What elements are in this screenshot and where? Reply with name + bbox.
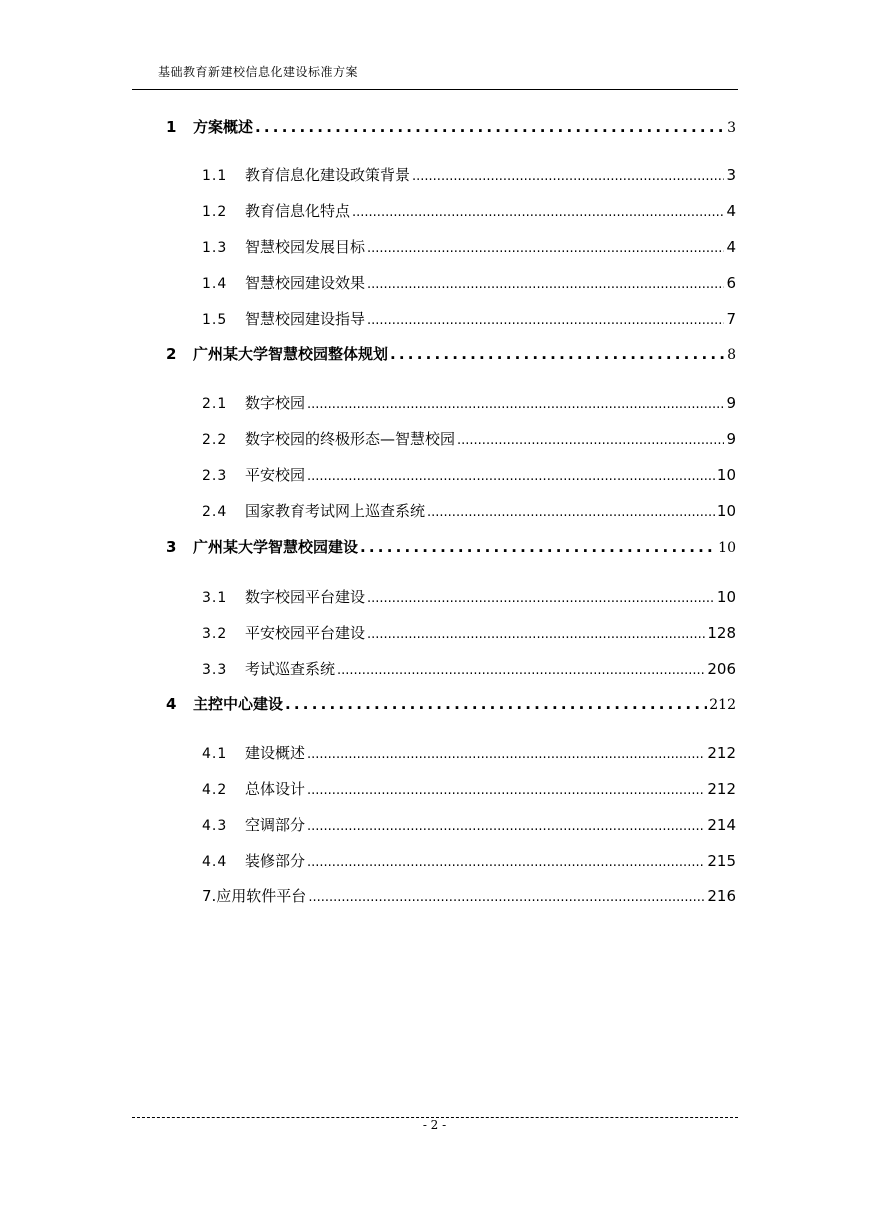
toc-entry-title: 教育信息化建设政策背景 <box>245 166 411 184</box>
toc-section-entry[interactable] <box>202 622 736 643</box>
toc-entry-page: 10 <box>716 502 736 520</box>
toc-entry-page: 9 <box>726 430 736 448</box>
toc-entry-title: 7.应用软件平台 <box>202 887 307 905</box>
dot-leader <box>412 166 724 184</box>
dot-leader <box>367 274 724 292</box>
toc-entry-number: 1.5 <box>202 312 228 328</box>
dot-leader <box>352 202 724 220</box>
toc-section-entry[interactable] <box>202 236 736 257</box>
page-number: - 2 - <box>422 1118 447 1132</box>
toc-entry-title: 智慧校园建设指导 <box>245 310 366 328</box>
running-header: 基础教育新建校信息化建设标准方案 <box>158 65 359 79</box>
dot-leader <box>285 695 707 713</box>
toc-section-entry[interactable] <box>202 392 736 413</box>
toc-entry-page: 214 <box>707 816 736 834</box>
toc-entry-number: 4.2 <box>202 782 228 798</box>
dot-leader <box>337 660 705 678</box>
dot-leader <box>427 502 715 520</box>
toc-entry-title: 总体设计 <box>245 780 306 798</box>
dot-leader <box>367 238 724 256</box>
dot-leader <box>390 345 725 363</box>
toc-entry-page: 4 <box>726 238 736 256</box>
toc-entry-title: 平安校园 <box>245 466 306 484</box>
toc-entry-number: 1.3 <box>202 240 228 256</box>
toc-entry-page: 212 <box>707 780 736 798</box>
toc-entry-number: 3.3 <box>202 662 228 678</box>
toc-chapter-entry[interactable] <box>166 693 736 714</box>
toc-entry-page: 10 <box>718 540 736 556</box>
toc-entry-number: 4.4 <box>202 854 228 870</box>
toc-section-entry[interactable] <box>202 164 736 185</box>
toc-entry-title: 教育信息化特点 <box>245 202 351 220</box>
toc-entry-page: 7 <box>726 310 736 328</box>
toc-section-entry[interactable] <box>202 742 736 763</box>
toc-section-entry[interactable] <box>202 778 736 799</box>
toc-entry-title: 数字校园的终极形态—智慧校园 <box>245 430 456 448</box>
toc-section-entry[interactable] <box>202 272 736 293</box>
toc-entry-page: 10 <box>716 466 736 484</box>
toc-section-entry[interactable] <box>202 428 736 449</box>
toc-entry-page: 10 <box>716 588 736 606</box>
toc-section-entry[interactable] <box>202 814 736 835</box>
dot-leader <box>367 624 705 642</box>
toc-entry-title: 数字校园平台建设 <box>245 588 366 606</box>
toc-entry-page: 3 <box>727 120 736 136</box>
dot-leader <box>307 394 724 412</box>
toc-chapter-entry[interactable] <box>166 116 736 137</box>
toc-entry-title: 广州某大学智慧校园建设 <box>193 538 359 556</box>
toc-entry-number: 3.2 <box>202 626 228 642</box>
toc-entry-title: 数字校园 <box>245 394 306 412</box>
toc-entry-title: 国家教育考试网上巡查系统 <box>245 502 426 520</box>
toc-entry-page: 216 <box>707 887 736 905</box>
toc-entry-title: 智慧校园建设效果 <box>245 274 366 292</box>
toc-entry-number: 3 <box>166 538 177 556</box>
toc-entry-title: 建设概述 <box>245 744 306 762</box>
dot-leader <box>360 538 716 556</box>
toc-entry-number: 2.1 <box>202 396 228 412</box>
dot-leader <box>307 780 705 798</box>
toc-entry-page: 212 <box>707 744 736 762</box>
toc-entry-page: 212 <box>709 697 736 713</box>
toc-entry-title: 考试巡查系统 <box>245 660 336 678</box>
toc-entry-page: 8 <box>727 347 736 363</box>
toc-entry-title: 装修部分 <box>245 852 306 870</box>
dot-leader <box>307 816 705 834</box>
dot-leader <box>367 588 715 606</box>
dot-leader <box>255 118 725 136</box>
toc-entry-page: 9 <box>726 394 736 412</box>
toc-entry-title: 平安校园平台建设 <box>245 624 366 642</box>
dot-leader <box>457 430 724 448</box>
toc-entry-number: 4.3 <box>202 818 228 834</box>
toc-entry-number: 1.4 <box>202 276 228 292</box>
toc-entry-number: 2.2 <box>202 432 228 448</box>
toc-section-entry[interactable] <box>202 586 736 607</box>
toc-section-entry[interactable] <box>202 885 736 906</box>
toc-section-entry[interactable] <box>202 500 736 521</box>
dot-leader <box>308 887 705 905</box>
toc-entry-title: 方案概述 <box>193 118 254 136</box>
toc-entry-page: 128 <box>707 624 736 642</box>
toc-entry-number: 2.4 <box>202 504 228 520</box>
toc-section-entry[interactable] <box>202 200 736 221</box>
toc-entry-page: 6 <box>726 274 736 292</box>
toc-entry-number: 1 <box>166 118 177 136</box>
toc-chapter-entry[interactable] <box>166 536 736 557</box>
toc-entry-title: 广州某大学智慧校园整体规划 <box>193 345 389 363</box>
toc-entry-title: 智慧校园发展目标 <box>245 238 366 256</box>
header-divider <box>132 89 738 90</box>
toc-section-entry[interactable] <box>202 308 736 329</box>
dot-leader <box>307 852 705 870</box>
toc-section-entry[interactable] <box>202 850 736 871</box>
toc-entry-number: 1.2 <box>202 204 228 220</box>
toc-entry-page: 4 <box>726 202 736 220</box>
toc-entry-page: 206 <box>707 660 736 678</box>
toc-entry-page: 3 <box>726 166 736 184</box>
toc-entry-number: 1.1 <box>202 168 228 184</box>
toc-section-entry[interactable] <box>202 658 736 679</box>
toc-entry-title: 空调部分 <box>245 816 306 834</box>
toc-entry-number: 4.1 <box>202 746 228 762</box>
toc-entry-number: 3.1 <box>202 590 228 606</box>
toc-entry-number: 4 <box>166 695 177 713</box>
toc-entry-number: 2.3 <box>202 468 228 484</box>
toc-entry-page: 215 <box>707 852 736 870</box>
dot-leader <box>307 466 715 484</box>
toc-entry-title: 主控中心建设 <box>193 695 284 713</box>
dot-leader <box>307 744 705 762</box>
toc-chapter-entry[interactable] <box>166 343 736 364</box>
dot-leader <box>367 310 724 328</box>
toc-section-entry[interactable] <box>202 464 736 485</box>
toc-entry-number: 2 <box>166 345 177 363</box>
